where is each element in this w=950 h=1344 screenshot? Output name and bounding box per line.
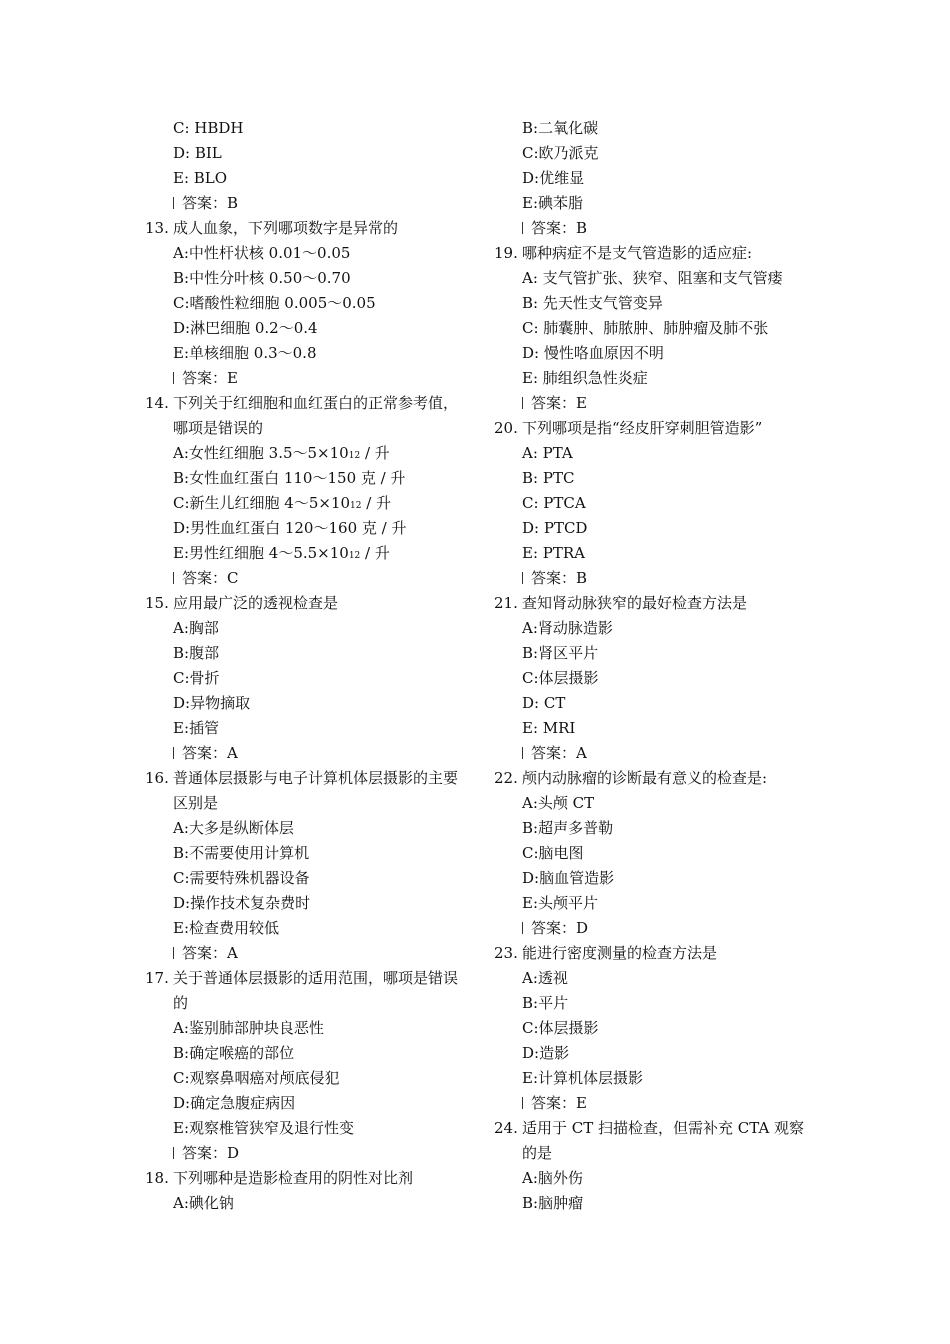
answer-marker-icon (173, 372, 174, 384)
option-line (494, 541, 824, 566)
option-text: E:男性红细胞 4～5.5×10 (173, 544, 349, 562)
option-line (145, 341, 475, 366)
answer-marker-icon (522, 572, 523, 584)
option-text: B:腹部 (173, 644, 220, 662)
question-text: 下列关于红细胞和血红蛋白的正常参考值，哪项是错误的 (173, 394, 459, 437)
question-number: 19. (494, 244, 518, 262)
question-number: 14. (145, 394, 169, 412)
left-column (145, 116, 475, 1216)
option-text: E: BLO (173, 169, 228, 187)
option-text: A:透视 (522, 969, 568, 987)
option-line (494, 516, 824, 541)
answer-line (145, 1141, 475, 1166)
question-text: 下列哪种是造影检查用的阴性对比剂 (173, 1169, 414, 1187)
option-line (494, 991, 824, 1016)
option-text: B:平片 (522, 994, 569, 1012)
option-line (145, 266, 475, 291)
answer-line (145, 941, 475, 966)
option-text: A:女性红细胞 3.5～5×10 (173, 444, 349, 462)
option-text: E:头颅平片 (522, 894, 599, 912)
right-column (494, 116, 824, 1216)
option-text: A: PTA (522, 444, 573, 462)
option-line (145, 1116, 475, 1141)
option-text: E: 肺组织急性炎症 (522, 369, 648, 387)
option-text: D: BIL (173, 144, 222, 162)
option-line (494, 841, 824, 866)
option-line (145, 166, 475, 191)
option-text: D: PTCD (522, 519, 588, 537)
option-text: A:脑外伤 (522, 1169, 583, 1187)
option-text: D:确定急腹症病因 (173, 1094, 296, 1112)
answer-line (494, 916, 824, 941)
answer-text: 答案：B (531, 219, 588, 237)
answer-line (494, 391, 824, 416)
option-line (145, 916, 475, 941)
option-line (494, 341, 824, 366)
option-text: B:超声多普勒 (522, 819, 614, 837)
option-text: C: HBDH (173, 119, 244, 137)
answer-marker-icon (173, 747, 174, 759)
option-line (494, 1166, 824, 1191)
option-unit: / 升 (361, 494, 392, 512)
question-text: 成人血象，下列哪项数字是异常的 (173, 219, 399, 237)
option-line (494, 316, 824, 341)
option-text: C:嗜酸性粒细胞 0.005～0.05 (173, 294, 376, 312)
option-line (494, 266, 824, 291)
option-text: E:计算机体层摄影 (522, 1069, 644, 1087)
option-text: A:头颅 CT (522, 794, 595, 812)
question (494, 1116, 824, 1166)
option-text: D: 慢性咯血原因不明 (522, 344, 664, 362)
option-line (494, 691, 824, 716)
answer-line (494, 1091, 824, 1116)
option-line (145, 716, 475, 741)
option-text: B:不需要使用计算机 (173, 844, 310, 862)
answer-marker-icon (522, 397, 523, 409)
option-line (494, 116, 824, 141)
question (145, 591, 475, 616)
option-text: C: PTCA (522, 494, 586, 512)
question-text: 普通体层摄影与电子计算机体层摄影的主要区别是 (173, 769, 459, 812)
option-text: D: CT (522, 694, 566, 712)
question (494, 416, 824, 441)
answer-text: 答案：B (531, 569, 588, 587)
option-text: E:碘苯脂 (522, 194, 584, 212)
option-line (494, 866, 824, 891)
answer-marker-icon (173, 197, 174, 209)
option-text: C:体层摄影 (522, 1019, 599, 1037)
question-text: 能进行密度测量的检查方法是 (522, 944, 718, 962)
option-text: B:二氧化碳 (522, 119, 599, 137)
option-exponent: 12 (350, 501, 362, 511)
answer-text: 答案：C (182, 569, 239, 587)
option-text: B:女性血红蛋白 110～150 克 / 升 (173, 469, 406, 487)
option-line (145, 316, 475, 341)
answer-text: 答案：D (182, 1144, 240, 1162)
question-number: 17. (145, 969, 169, 987)
question (494, 766, 824, 791)
option-text: B:中性分叶核 0.50～0.70 (173, 269, 351, 287)
answer-text: 答案：A (182, 744, 238, 762)
question (145, 966, 475, 1016)
answer-line (145, 366, 475, 391)
answer-marker-icon (522, 922, 523, 934)
option-text: A:胸部 (173, 619, 219, 637)
answer-text: 答案：D (531, 919, 589, 937)
option-text: A: 支气管扩张、狭窄、阻塞和支气管瘘 (522, 269, 783, 287)
option-text: A:大多是纵断体层 (173, 819, 294, 837)
option-text: B: PTC (522, 469, 575, 487)
question-number: 15. (145, 594, 169, 612)
answer-text: 答案：B (182, 194, 239, 212)
answer-marker-icon (522, 222, 523, 234)
answer-text: 答案：A (531, 744, 587, 762)
answer-marker-icon (522, 1097, 523, 1109)
option-line (494, 891, 824, 916)
answer-text: 答案：E (182, 369, 238, 387)
option-line (145, 141, 475, 166)
question-number: 23. (494, 944, 518, 962)
option-text: D:造影 (522, 1044, 570, 1062)
option-line (145, 516, 475, 541)
answer-marker-icon (173, 947, 174, 959)
answer-text: 答案：E (531, 394, 587, 412)
option-line (494, 1041, 824, 1066)
answer-marker-icon (173, 1147, 174, 1159)
question-text: 查知肾动脉狭窄的最好检查方法是 (522, 594, 748, 612)
question (145, 766, 475, 816)
option-text: A:鉴别肺部肿块良恶性 (173, 1019, 324, 1037)
option-text: C:新生儿红细胞 4～5×10 (173, 494, 351, 512)
option-line (494, 491, 824, 516)
option-line (145, 466, 475, 491)
option-line (145, 841, 475, 866)
option-line (145, 1041, 475, 1066)
option-line (494, 966, 824, 991)
option-line (145, 616, 475, 641)
question (145, 391, 475, 441)
option-line (145, 241, 475, 266)
option-line (494, 441, 824, 466)
question-number: 20. (494, 419, 518, 437)
option-line (494, 166, 824, 191)
answer-line (145, 191, 475, 216)
option-line (494, 666, 824, 691)
option-line (145, 816, 475, 841)
answer-marker-icon (173, 572, 174, 584)
answer-line (145, 566, 475, 591)
option-text: C: 肺囊肿、肺脓肿、肺肿瘤及肺不张 (522, 319, 769, 337)
option-text: A:中性杆状核 0.01～0.05 (173, 244, 351, 262)
option-line (494, 791, 824, 816)
answer-line (494, 566, 824, 591)
option-line (145, 291, 475, 316)
option-text: D:异物摘取 (173, 694, 251, 712)
answer-line (494, 741, 824, 766)
question (494, 941, 824, 966)
option-line (145, 441, 475, 466)
question-number: 21. (494, 594, 518, 612)
question-text: 颅内动脉瘤的诊断最有意义的检查是: (522, 769, 768, 787)
question-text: 适用于 CT 扫描检查，但需补充 CTA 观察的是 (522, 1119, 805, 1162)
option-text: E:插管 (173, 719, 220, 737)
option-line (145, 691, 475, 716)
option-line (145, 1066, 475, 1091)
option-text: A:碘化钠 (173, 1194, 234, 1212)
option-line (494, 716, 824, 741)
option-line (494, 641, 824, 666)
question-number: 24. (494, 1119, 518, 1137)
option-unit: / 升 (360, 544, 390, 562)
option-text: D:脑血管造影 (522, 869, 615, 887)
option-text: B:确定喉癌的部位 (173, 1044, 295, 1062)
option-line (494, 466, 824, 491)
answer-marker-icon (522, 747, 523, 759)
option-text: E:检查费用较低 (173, 919, 280, 937)
option-line (494, 366, 824, 391)
option-text: E:单核细胞 0.3～0.8 (173, 344, 317, 362)
question (145, 1166, 475, 1191)
option-exponent: 12 (348, 451, 361, 461)
option-text: E:观察椎管狭窄及退行性变 (173, 1119, 355, 1137)
option-line (145, 641, 475, 666)
option-line (494, 1191, 824, 1216)
question-number: 18. (145, 1169, 169, 1187)
option-line (494, 1066, 824, 1091)
option-text: C:观察鼻咽癌对颅底侵犯 (173, 1069, 340, 1087)
option-text: E: MRI (522, 719, 576, 737)
option-exponent: 12 (348, 551, 361, 561)
option-line (145, 1016, 475, 1041)
option-line (145, 866, 475, 891)
question-text: 下列哪项是指“经皮肝穿刺胆管造影” (522, 419, 763, 437)
question (145, 216, 475, 241)
option-line (494, 141, 824, 166)
option-line (494, 1016, 824, 1041)
answer-line (494, 216, 824, 241)
option-text: C:体层摄影 (522, 669, 599, 687)
option-line (145, 1091, 475, 1116)
option-text: E: PTRA (522, 544, 585, 562)
answer-line (145, 741, 475, 766)
option-text: D:男性血红蛋白 120～160 克 / 升 (173, 519, 407, 537)
option-text: B:脑肿瘤 (522, 1194, 584, 1212)
option-text: D:优维显 (522, 169, 585, 187)
option-line (494, 816, 824, 841)
question-text: 哪种病症不是支气管造影的适应症: (522, 244, 753, 262)
question-text: 关于普通体层摄影的适用范围，哪项是错误的 (173, 969, 459, 1012)
question (494, 591, 824, 616)
option-text: C:欧乃派克 (522, 144, 599, 162)
option-line (145, 1191, 475, 1216)
question-number: 22. (494, 769, 518, 787)
option-line (145, 116, 475, 141)
option-text: A:肾动脉造影 (522, 619, 613, 637)
answer-text: 答案：E (531, 1094, 587, 1112)
option-text: C:需要特殊机器设备 (173, 869, 310, 887)
option-line (494, 616, 824, 641)
option-line (494, 191, 824, 216)
option-text: C:脑电图 (522, 844, 584, 862)
option-text: B: 先天性支气管变异 (522, 294, 663, 312)
option-line (145, 666, 475, 691)
option-line (145, 491, 475, 516)
option-line (494, 291, 824, 316)
option-text: D:操作技术复杂费时 (173, 894, 311, 912)
question-number: 13. (145, 219, 169, 237)
answer-text: 答案：A (182, 944, 238, 962)
question (494, 241, 824, 266)
option-text: B:肾区平片 (522, 644, 599, 662)
option-line (145, 541, 475, 566)
question-number: 16. (145, 769, 169, 787)
option-text: D:淋巴细胞 0.2～0.4 (173, 319, 318, 337)
option-line (145, 891, 475, 916)
question-text: 应用最广泛的透视检查是 (173, 594, 339, 612)
option-text: C:骨折 (173, 669, 220, 687)
option-unit: / 升 (360, 444, 390, 462)
